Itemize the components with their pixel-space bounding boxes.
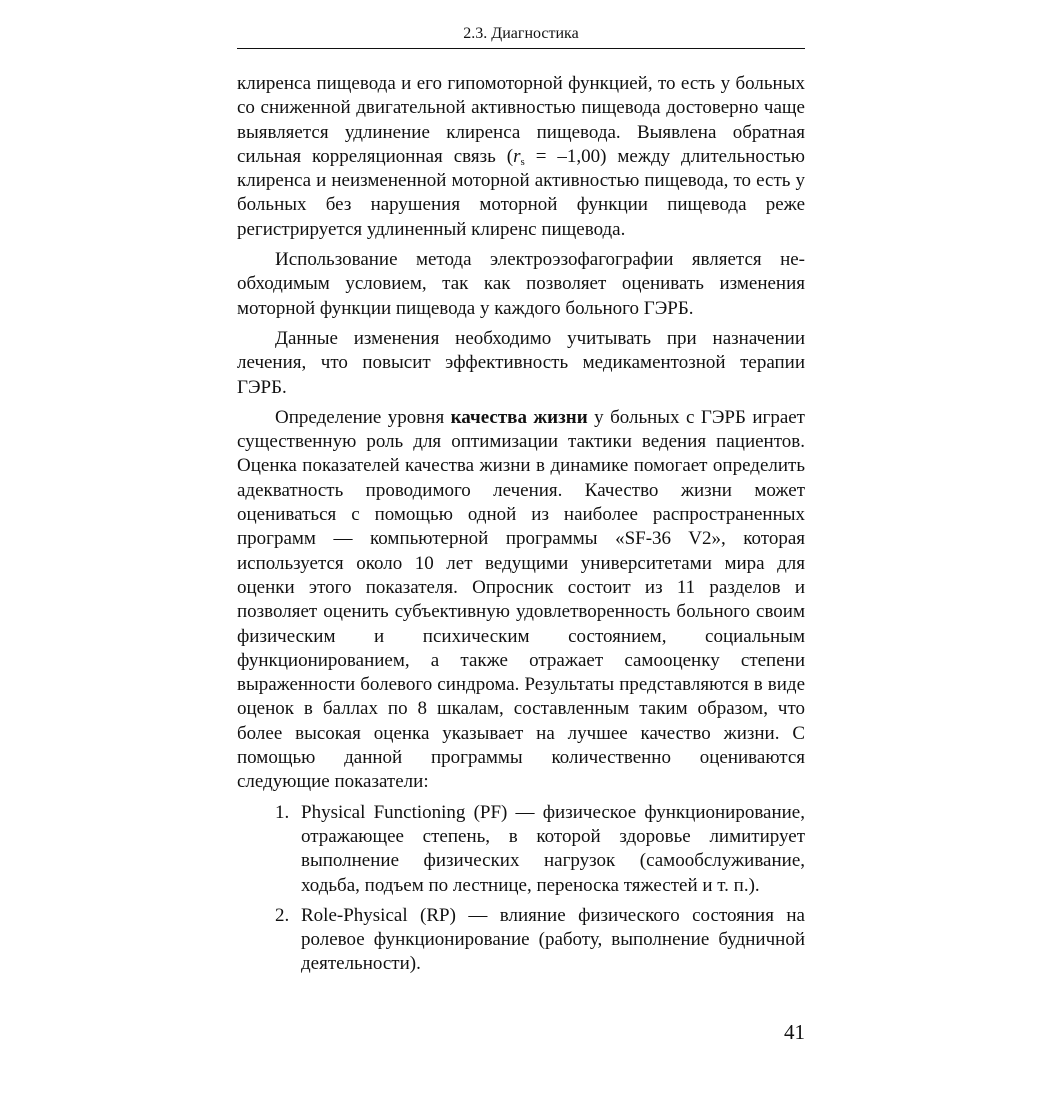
section-title: 2.3. Диагностика (463, 25, 579, 42)
page-body (237, 72, 805, 983)
list-item (237, 904, 805, 977)
list-item-number: 2. (275, 904, 290, 926)
list-item-number: 1. (275, 801, 290, 823)
paragraph-quality-of-life (237, 406, 805, 795)
indicator-list (237, 801, 805, 977)
paragraph-qol-text-2: у больных с ГЭРБ играет существенную роль для оптимизации тактики ведения пациентов. Оценка показателей качества жизни в динамике помогает определить адекватность проводимого лечения. Качество жизни может оцениваться с помощью одной из наиболее распространенных программ — компьютерной программы «SF-36 V2», которая используется около 10 лет ведущими университетами мира для оценки этого показателя. Опросник состоит из 11 разделов и позволяет оценить субъективную удовлетворенность больного своим физическим и психическим состоянием, социальным функционированием, а также отражает самооценку степени выраженности болевого синдрома. Результаты представляются в виде оценок в баллах по 8 шкалам, составленным таким образом, что более высокая оценка указывает на лучшее качество жизни. С помощью данной программы количественно оцениваются следующие показатели: (237, 406, 805, 793)
correlation-subscript: s (520, 155, 525, 168)
term-quality-of-life: качества жизни (450, 406, 588, 428)
paragraph-clearance (237, 72, 805, 242)
paragraph-clearance-text-2: = –1,00) между длительностью клиренса и неизмененной моторной активностью пищевода, то есть у больных без нарушения моторной функции пищевода реже регистрируется удлиненный клиренс пищевода. (237, 145, 805, 240)
page-number: 41 (784, 1020, 805, 1044)
list-item-text: Role-Physical (RP) — влияние физического состояния на ролевое функционирование (работу, выполнение будничной деятельности). (301, 904, 805, 975)
list-item (237, 801, 805, 898)
paragraph-clearance-text-1: клиренса пищевода и его гипомоторной функцией, то есть у больных со сниженной двигательной активностью пищевода достоверно чаще выявляется удлинение клиренса пищевода. Выявлена обратная сильная корреляционная связь ( (237, 73, 805, 167)
paragraph-qol-text-1: Определение уровня (275, 406, 451, 428)
list-item-text: Physical Functioning (PF) — физическое функционирование, отражающее степень, в которой здоровье лимитирует выполнение физических нагрузок (самообслуживание, ходьба, подъем по лестнице, переноска тяжестей и т. п.). (301, 801, 805, 896)
running-header (237, 24, 805, 44)
paragraph-treatment: Данные изменения необходимо учитывать при назначении лечения, что повысит эффективность медикаментозной терапии ГЭРБ. (237, 327, 805, 398)
header-rule (237, 48, 805, 49)
paragraph-electroesophagography: Использование метода электроэзофагографии является необходимым условием, так как позволяет оценивать изменения моторной функции пищевода у каждого больного ГЭРБ. (237, 249, 805, 319)
correlation-symbol: r (513, 145, 521, 167)
